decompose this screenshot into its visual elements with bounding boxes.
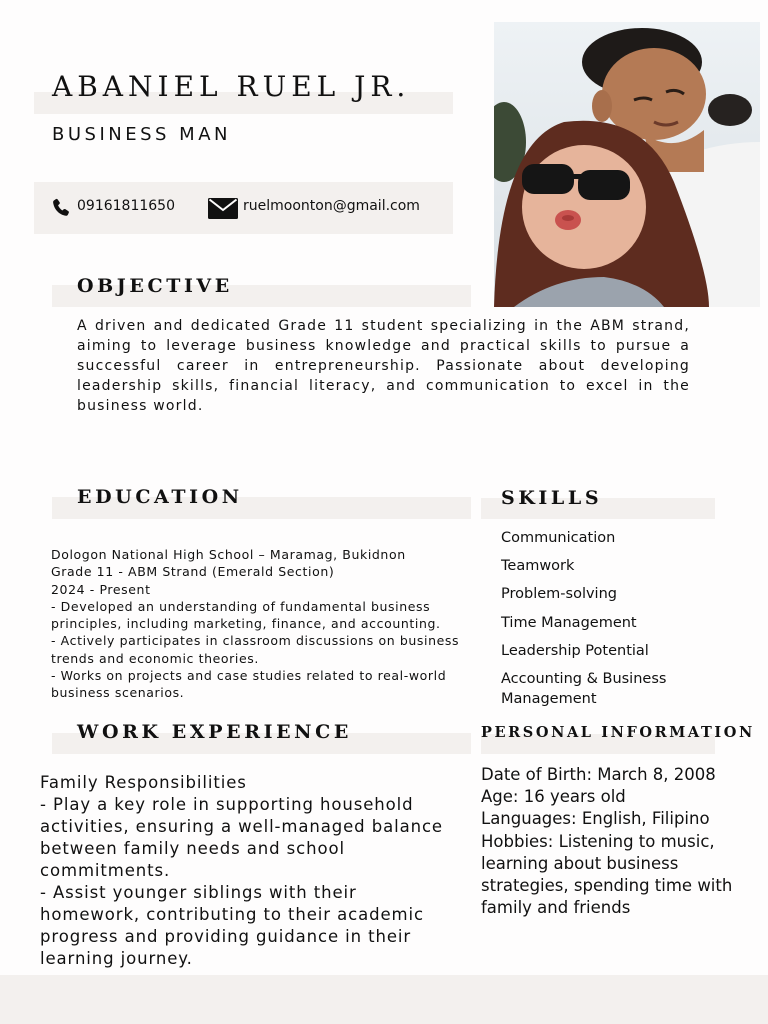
phone-number: 09161811650	[77, 198, 175, 214]
education-school: Dologon National High School – Maramag, Bukidnon	[51, 547, 406, 562]
personal-heading: PERSONAL INFORMATION	[481, 724, 755, 741]
education-point: - Actively participates in classroom discussions on business trends and economic theories.	[51, 633, 460, 666]
work-point: - Play a key role in supporting household activities, ensuring a well-managed balance between family needs and school commitments.	[40, 795, 443, 880]
education-point: - Works on projects and case studies related to real-world business scenarios.	[51, 668, 447, 701]
education-point: - Developed an understanding of fundamental business principles, including marketing, finance, and accounting.	[51, 598, 441, 632]
envelope-icon	[208, 198, 238, 219]
skill-item: Time Management	[501, 615, 637, 631]
email-address: ruelmoonton@gmail.com	[243, 198, 420, 214]
work-point: - Assist younger siblings with their homework, contributing to their academic progress and providing guidance in their learning journey.	[40, 883, 424, 968]
skill-item: Communication	[501, 530, 616, 546]
skill-item: Teamwork	[501, 558, 575, 574]
work-role: Family Responsibilities	[40, 773, 247, 792]
education-dates: 2024 - Present	[51, 581, 151, 597]
profile-photo	[494, 22, 760, 307]
objective-heading: OBJECTIVE	[77, 275, 233, 297]
job-title: BUSINESS MAN	[52, 124, 231, 145]
skill-item: Leadership Potential	[501, 643, 649, 659]
skill-item: Problem-solving	[501, 586, 617, 602]
work-heading: WORK EXPERIENCE	[77, 721, 352, 743]
personal-details	[481, 764, 751, 919]
objective-text: A driven and dedicated Grade 11 student specializing in the ABM strand, aiming to leverage business knowledge and practical skills to pursue a successful career in entrepreneurship. Passionate about developing leadership skills, financial literacy, and communication to excel in the business world.	[77, 318, 690, 414]
skills-heading: SKILLS	[501, 487, 603, 509]
birth-date: Date of Birth: March 8, 2008	[481, 765, 716, 784]
languages: Languages: English, Filipino	[481, 809, 710, 829]
phone-icon	[50, 196, 72, 220]
education-grade: Grade 11 - ABM Strand (Emerald Section)	[51, 564, 335, 580]
work-details	[40, 772, 460, 970]
age: Age: 16 years old	[481, 787, 626, 807]
education-details	[51, 546, 471, 702]
candidate-name: ABANIEL RUEL JR.	[52, 70, 411, 103]
footer-band	[0, 975, 768, 1024]
skill-item: Accounting & Business Management	[501, 671, 667, 707]
hobbies: Hobbies: Listening to music, learning about business strategies, spending time with family and friends	[481, 831, 733, 918]
education-heading: EDUCATION	[77, 486, 243, 508]
